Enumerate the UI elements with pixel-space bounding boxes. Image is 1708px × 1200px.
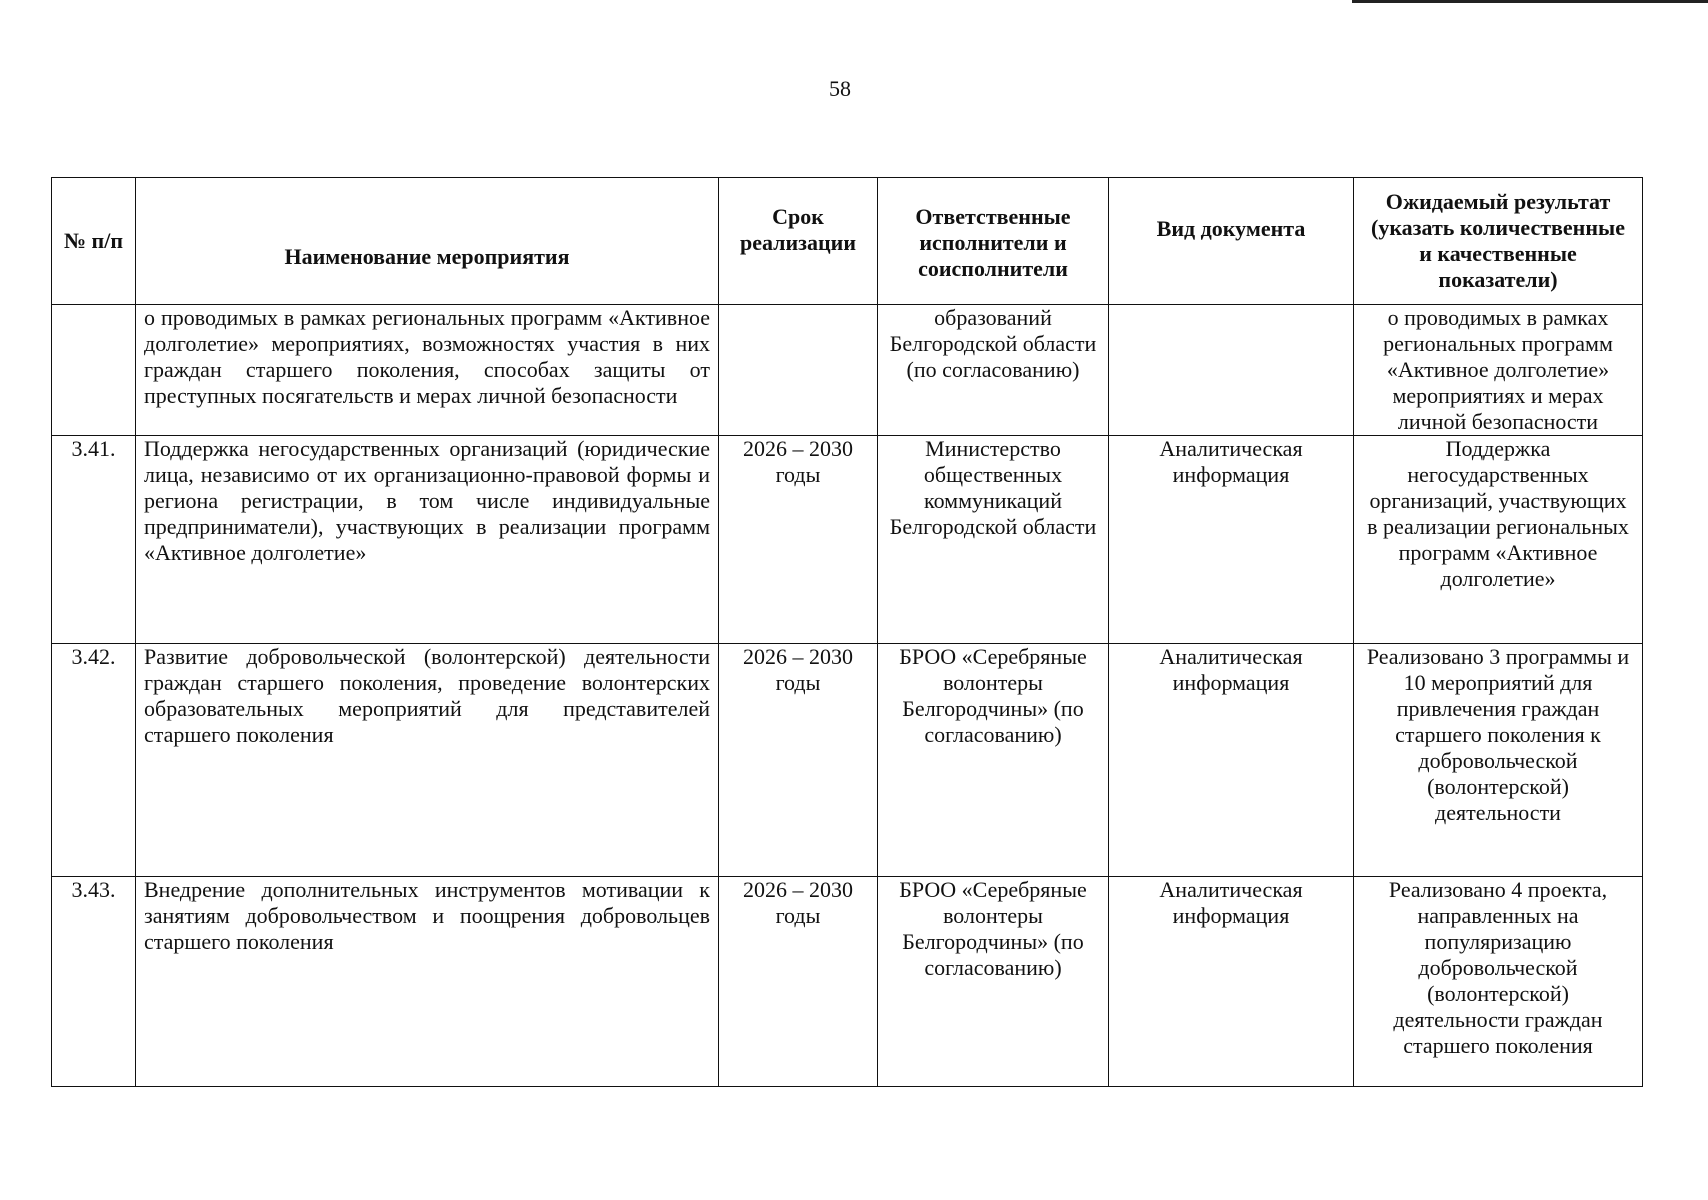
cell-num: 3.42. xyxy=(52,644,136,877)
cell-doc-type: Аналитическая информация xyxy=(1109,877,1354,1087)
header-num: № п/п xyxy=(52,178,136,305)
cell-num xyxy=(52,305,136,436)
cell-doc-type: Аналитическая информация xyxy=(1109,644,1354,877)
cell-term: 2026 – 2030 годы xyxy=(719,644,878,877)
page-number: 58 xyxy=(829,76,851,101)
header-responsible: Ответственные исполнители и соисполнители xyxy=(878,178,1109,305)
cell-responsible: БРОО «Серебряные волонтеры Белгородчины» (по согласованию) xyxy=(878,644,1109,877)
cell-num: 3.43. xyxy=(52,877,136,1087)
top-edge-line xyxy=(1352,0,1708,3)
cell-term xyxy=(719,305,878,436)
cell-doc-type xyxy=(1109,305,1354,436)
cell-responsible: Министерство общественных коммуникаций Белгородской области xyxy=(878,436,1109,644)
table-row-continuation xyxy=(52,305,1643,436)
measures-table xyxy=(51,177,1643,1087)
cell-result: Реализовано 4 проекта, направленных на популяризацию добровольческой (волонтерской) деятельности граждан старшего поколения xyxy=(1354,877,1643,1087)
cell-name: Поддержка негосударственных организаций (юридические лица, независимо от их организационно-правовой формы и региона регистрации, в том числе индивидуальные предприниматели), участвующих в реализации программ «Активное долголетие» xyxy=(136,436,719,644)
cell-num: 3.41. xyxy=(52,436,136,644)
cell-responsible: БРОО «Серебряные волонтеры Белгородчины» (по согласованию) xyxy=(878,877,1109,1087)
header-result: Ожидаемый результат (указать количественные и качественные показатели) xyxy=(1354,178,1643,305)
header-name: Наименование мероприятия xyxy=(136,178,719,305)
cell-name: о проводимых в рамках региональных программ «Активное долголетие» мероприятиях, возможностях участия в них граждан старшего поколения, способах защиты от преступных посягательств и мерах личной безопасности xyxy=(136,305,719,436)
cell-name: Развитие добровольческой (волонтерской) деятельности граждан старшего поколения, проведение волонтерских образовательных мероприятий для представителей старшего поколения xyxy=(136,644,719,877)
header-term: Срок реализации xyxy=(719,178,878,305)
cell-result: Реализовано 3 программы и 10 мероприятий для привлечения граждан старшего поколения к добровольческой (волонтерской) деятельности xyxy=(1354,644,1643,877)
cell-name: Внедрение дополнительных инструментов мотивации к занятиям добровольчеством и поощрения добровольцев старшего поколения xyxy=(136,877,719,1087)
table-row-3-42 xyxy=(52,644,1643,877)
table-row-3-41 xyxy=(52,436,1643,644)
cell-result: Поддержка негосударственных организаций, участвующих в реализации региональных программ «Активное долголетие» xyxy=(1354,436,1643,644)
cell-responsible: образований Белгородской области (по согласованию) xyxy=(878,305,1109,436)
cell-doc-type: Аналитическая информация xyxy=(1109,436,1354,644)
cell-term: 2026 – 2030 годы xyxy=(719,436,878,644)
cell-term: 2026 – 2030 годы xyxy=(719,877,878,1087)
cell-result: о проводимых в рамках региональных программ «Активное долголетие» мероприятиях и мерах личной безопасности xyxy=(1354,305,1643,436)
header-row xyxy=(52,178,1643,305)
header-doc-type: Вид документа xyxy=(1109,178,1354,305)
table-row-3-43 xyxy=(52,877,1643,1087)
